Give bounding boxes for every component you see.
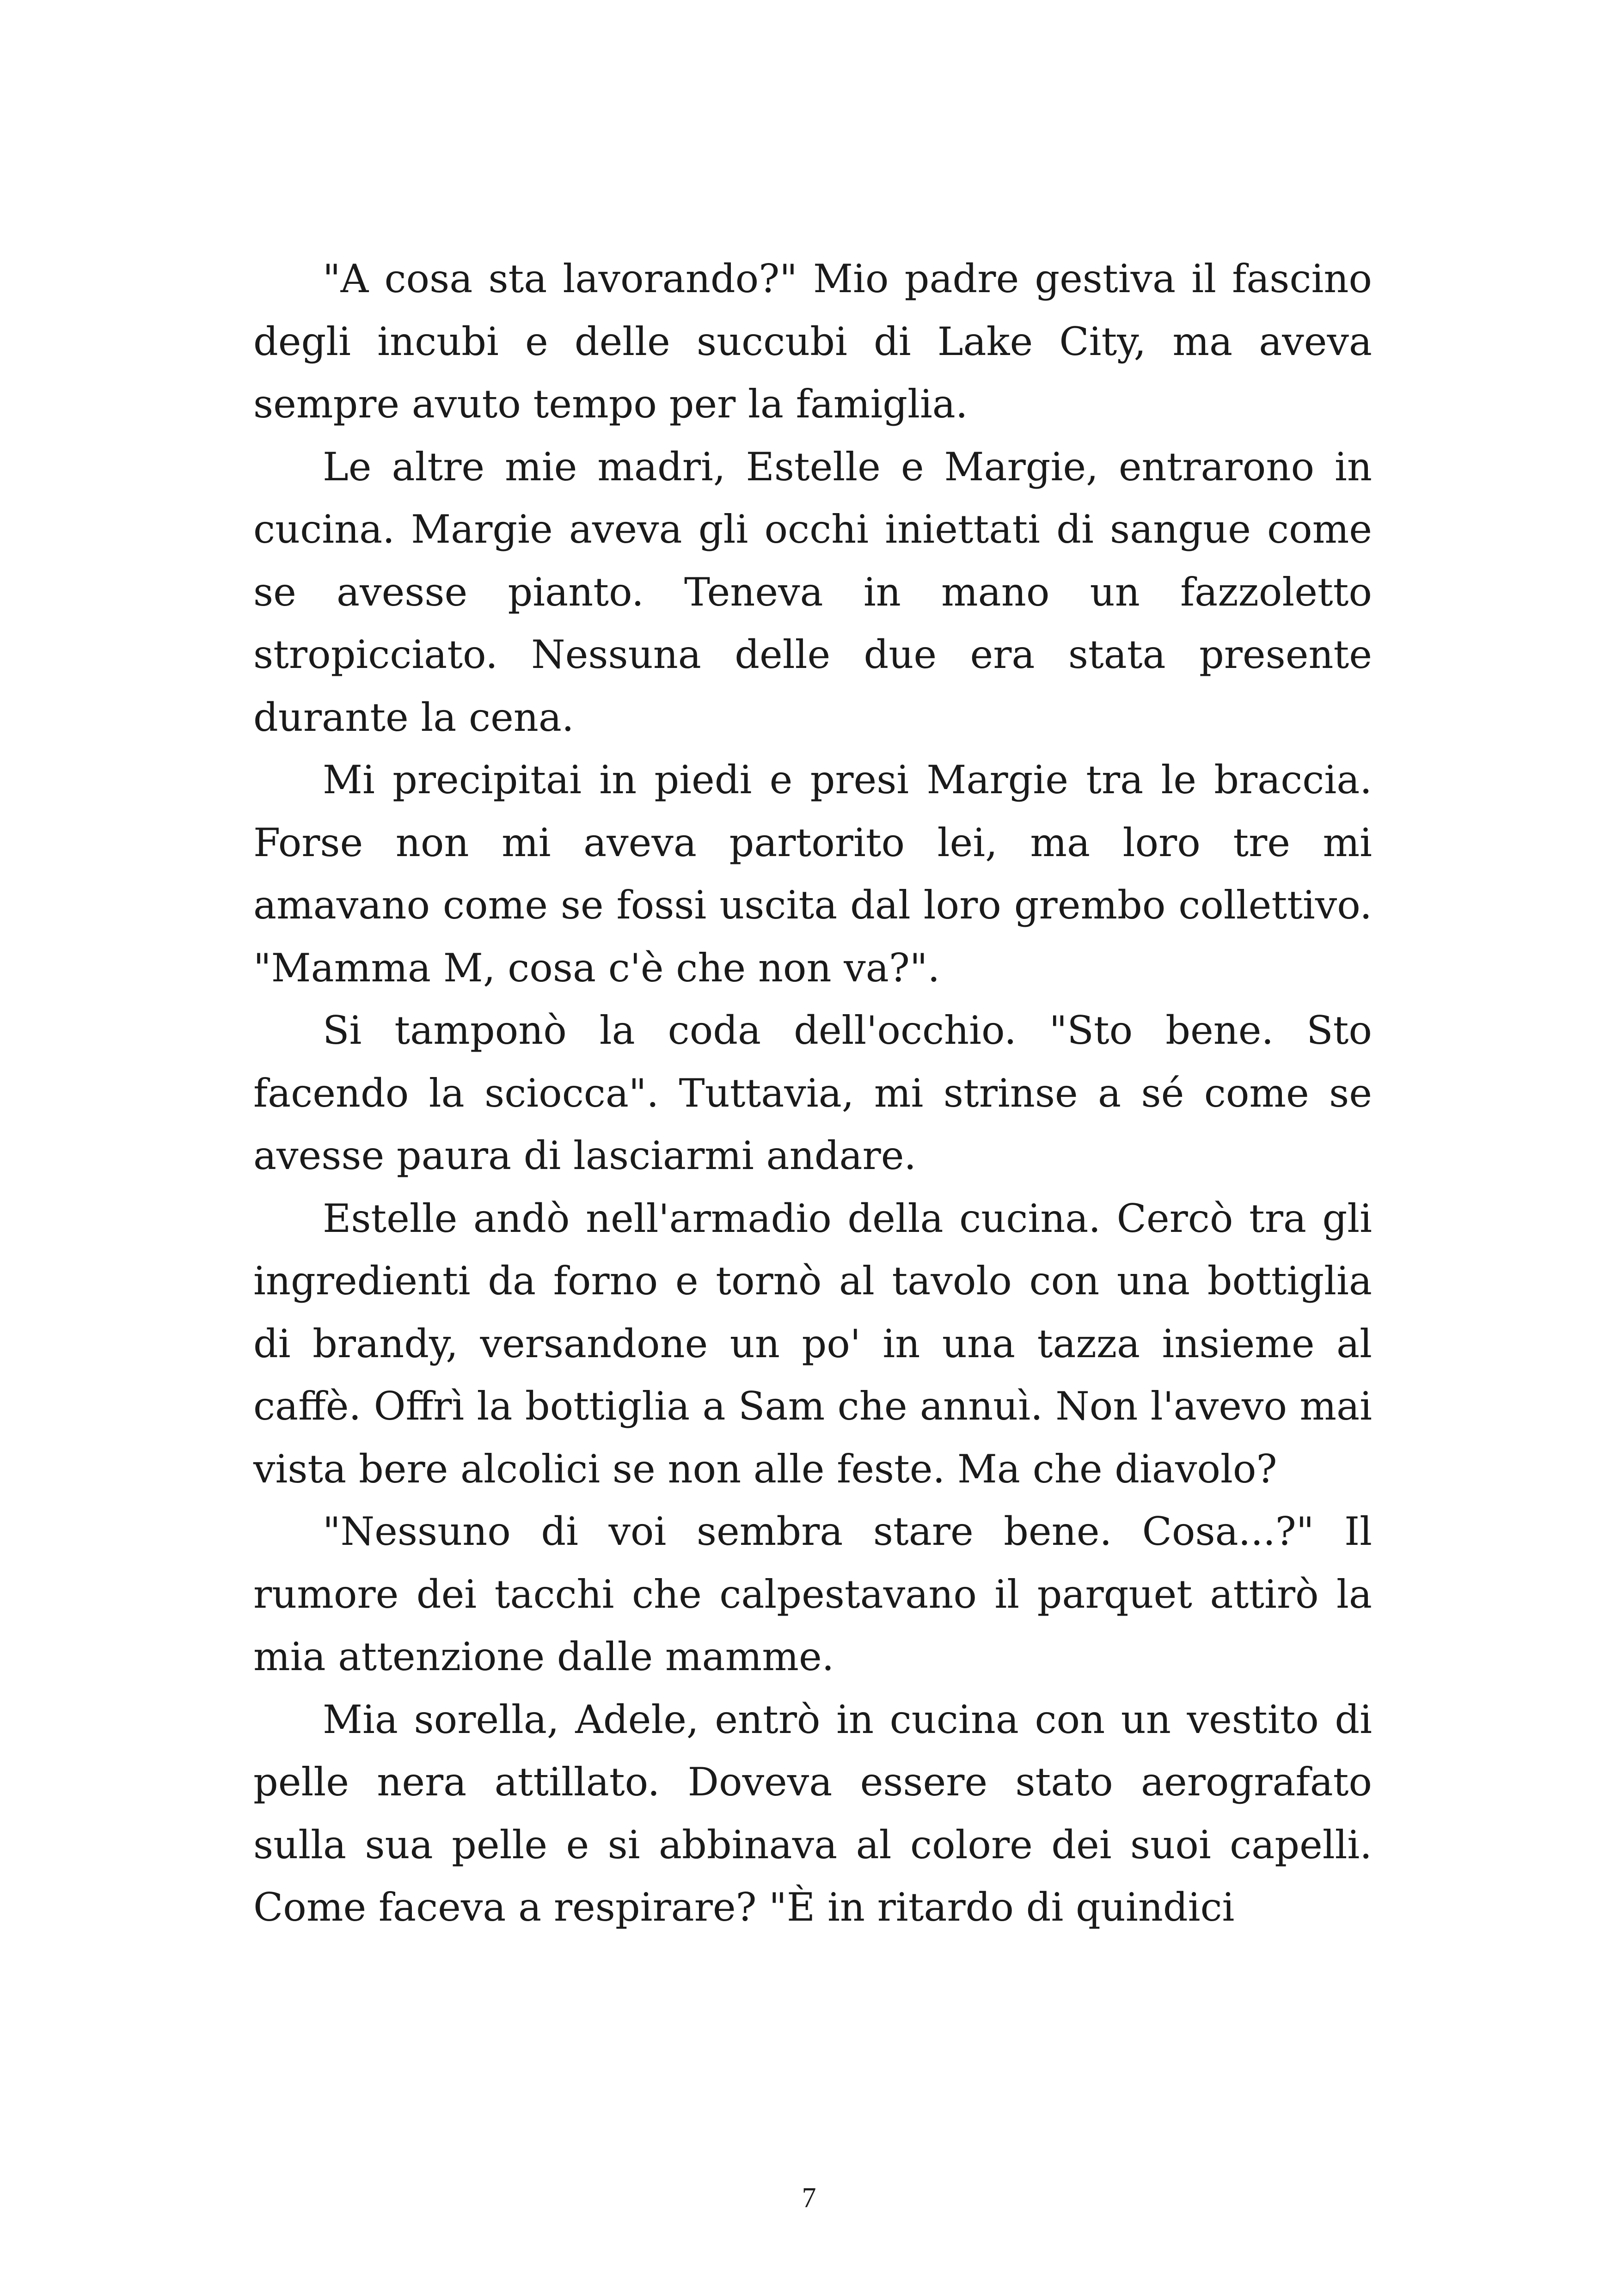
- paragraph: Le altre mie madri, Estelle e Margie, entrarono in cucina. Margie aveva gli occhi iniettati di sangue come se avesse pianto. Teneva in mano un fazzoletto stropicciato. Nessuna delle due era stata presente durante la cena.: [253, 444, 1372, 740]
- body-text: [253, 248, 1372, 1939]
- paragraph: Estelle andò nell'armadio della cucina. Cercò tra gli ingredienti da forno e tornò al tavolo con una bottiglia di brandy, versandone un po' in una tazza insieme al caffè. Offrì la bottiglia a Sam che annuì. Non l'avevo mai vista bere alcolici se non alle feste. Ma che diavolo?: [253, 1195, 1372, 1492]
- paragraph: "A cosa sta lavorando?" Mio padre gestiva il fascino degli incubi e delle succubi di Lake City, ma aveva sempre avuto tempo per la famiglia.: [253, 256, 1372, 427]
- paragraph: Mi precipitai in piedi e presi Margie tra le braccia. Forse non mi aveva partorito lei, ma loro tre mi amavano come se fossi uscita dal loro grembo collettivo. "Mamma M, cosa c'è che non va?".: [253, 757, 1372, 991]
- paragraph: Mia sorella, Adele, entrò in cucina con un vestito di pelle nera attillato. Doveva essere stato aerografato sulla sua pelle e si abbinava al colore dei suoi capelli. Come faceva a respirare? "È in ritardo di quindici: [253, 1696, 1372, 1930]
- paragraph: Si tamponò la coda dell'occhio. "Sto bene. Sto facendo la sciocca". Tuttavia, mi strinse a sé come se avesse paura di lasciarmi andare.: [253, 1008, 1372, 1178]
- paragraph: "Nessuno di voi sembra stare bene. Cosa...?" Il rumore dei tacchi che calpestavano il parquet attirò la mia attenzione dalle mamme.: [253, 1509, 1372, 1679]
- page-number: 7: [802, 2182, 816, 2214]
